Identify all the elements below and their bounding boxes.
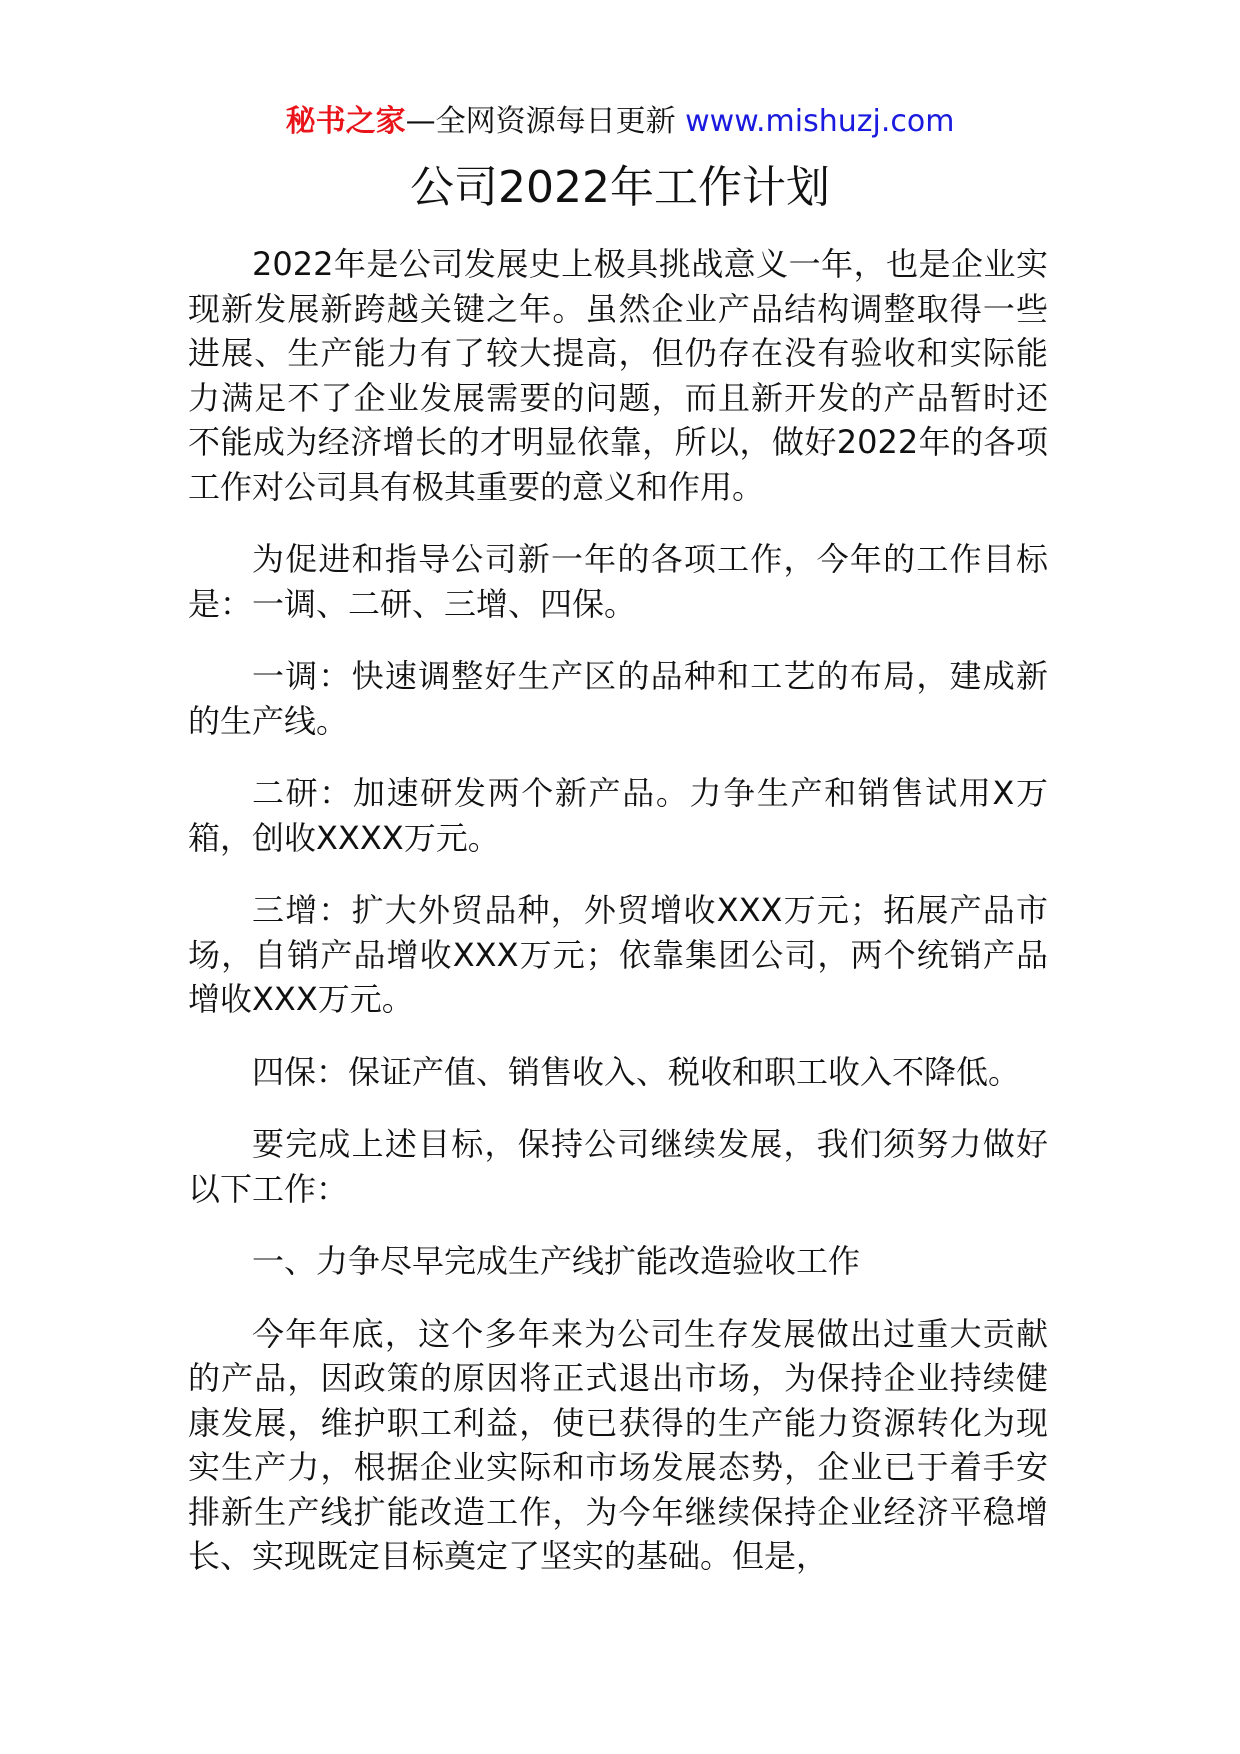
site-header	[0, 100, 1240, 144]
paragraph-goal-increase: 三增：扩大外贸品种，外贸增收XXX万元；拓展产品市场，自销产品增收XXX万元；依靠集团公司，两个统销产品增收XXX万元。	[188, 891, 1048, 1018]
paragraph-goal-adjust: 一调：快速调整好生产区的品种和工艺的布局，建成新的生产线。	[188, 657, 1048, 740]
site-url-link[interactable]: www.mishuzj.com	[685, 104, 955, 139]
site-name: 秘书之家	[285, 104, 406, 139]
paragraph-section-1: 今年年底，这个多年来为公司生存发展做出过重大贡献的产品，因政策的原因将正式退出市场，为保持企业持续健康发展，维护职工利益，使已获得的生产能力资源转化为现实生产力，根据企业实际和市场发展态势，企业已于着手安排新生产线扩能改造工作，为今年继续保持企业经济平稳增长、实现既定目标奠定了坚实的基础。但是，	[188, 1314, 1048, 1575]
paragraph-intro: 2022年是公司发展史上极具挑战意义一年，也是企业实现新发展新跨越关键之年。虽然企业产品结构调整取得一些进展、生产能力有了较大提高，但仍存在没有验收和实际能力满足不了企业发展需要的问题，而且新开发的产品暂时还不能成为经济增长的才明显依靠，所以，做好2022年的各项工作对公司具有极其重要的意义和作用。	[188, 245, 1048, 506]
document-body	[188, 242, 1048, 1607]
paragraph-tasks-intro: 要完成上述目标，保持公司继续发展，我们须努力做好以下工作：	[188, 1125, 1048, 1208]
paragraph-goal-guarantee: 四保：保证产值、销售收入、税收和职工收入不降低。	[252, 1052, 1021, 1091]
site-slogan: —全网资源每日更新	[405, 104, 676, 139]
paragraph-goals: 为促进和指导公司新一年的各项工作，今年的工作目标是：一调、二研、三增、四保。	[188, 540, 1048, 623]
document-title: 公司2022年工作计划	[410, 162, 830, 213]
paragraph-goal-research: 二研：加速研发两个新产品。力争生产和销售试用X万箱，创收XXXX万元。	[188, 774, 1048, 857]
section-heading-1: 一、力争尽早完成生产线扩能改造验收工作	[252, 1242, 861, 1280]
